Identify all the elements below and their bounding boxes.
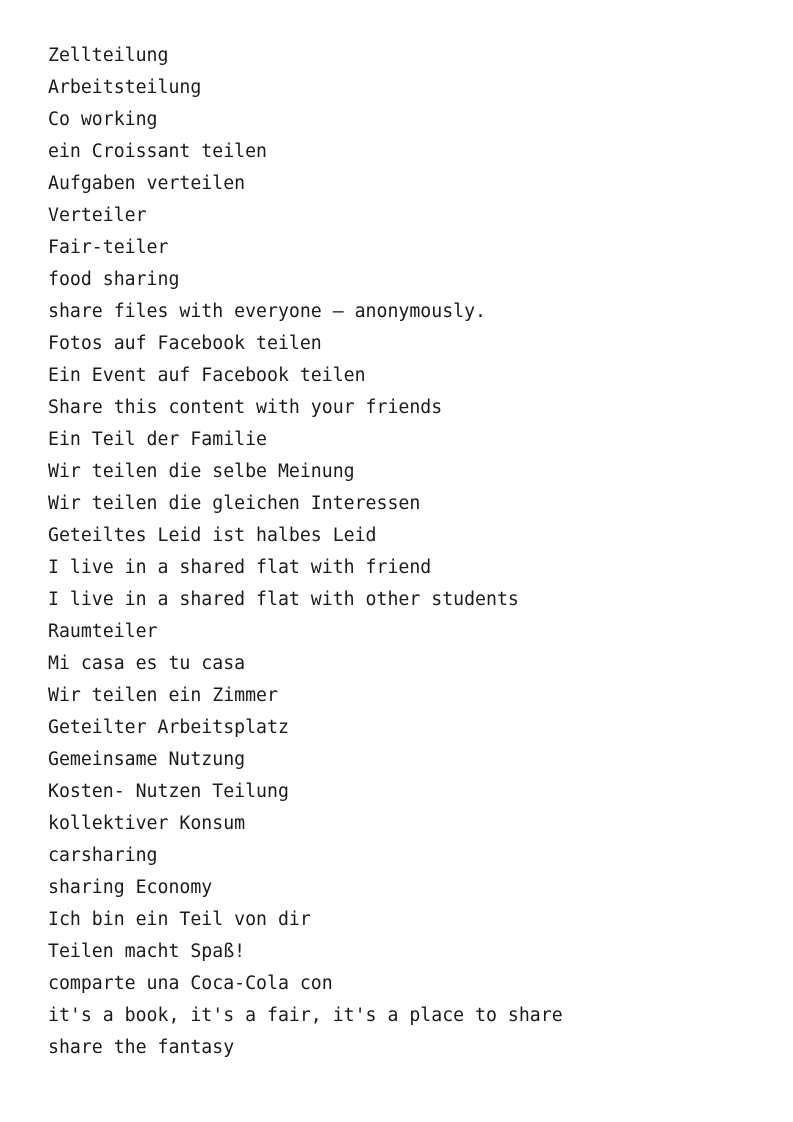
text-line: Ein Teil der Familie (48, 429, 267, 450)
text-line: kollektiver Konsum (48, 813, 246, 834)
text-line: Verteiler (48, 205, 147, 226)
text-line: Fair-teiler (48, 237, 169, 258)
text-line: I live in a shared flat with other students (48, 589, 519, 610)
text-line: Wir teilen die selbe Meinung (48, 461, 355, 482)
text-line: Raumteiler (48, 621, 158, 642)
text-line: carsharing (48, 845, 158, 866)
text-line: Wir teilen die gleichen Interessen (48, 493, 421, 514)
text-line: Wir teilen ein Zimmer (48, 685, 278, 706)
text-line-list (48, 42, 563, 1066)
text-line: Arbeitsteilung (48, 77, 202, 98)
text-line: it's a book, it's a fair, it's a place to share (48, 1005, 563, 1026)
text-line: sharing Economy (48, 877, 213, 898)
text-line: Aufgaben verteilen (48, 173, 246, 194)
text-line: Fotos auf Facebook teilen (48, 333, 322, 354)
text-line: Co working (48, 109, 158, 130)
text-line: ein Croissant teilen (48, 141, 267, 162)
text-line: Geteiltes Leid ist halbes Leid (48, 525, 377, 546)
text-line: Ich bin ein Teil von dir (48, 909, 311, 930)
text-line: Gemeinsame Nutzung (48, 749, 246, 770)
text-line: share the fantasy (48, 1037, 235, 1058)
text-line: I live in a shared flat with friend (48, 557, 432, 578)
text-line: Mi casa es tu casa (48, 653, 246, 674)
text-line: Ein Event auf Facebook teilen (48, 365, 366, 386)
text-line: Kosten- Nutzen Teilung (48, 781, 289, 802)
text-line: Geteilter Arbeitsplatz (48, 717, 289, 738)
text-line: comparte una Coca-Cola con (48, 973, 333, 994)
text-line: food sharing (48, 269, 180, 290)
text-line: share files with everyone – anonymously. (48, 301, 486, 322)
text-line: Share this content with your friends (48, 397, 443, 418)
text-line: Zellteilung (48, 45, 169, 66)
text-line: Teilen macht Spaß! (48, 941, 246, 962)
